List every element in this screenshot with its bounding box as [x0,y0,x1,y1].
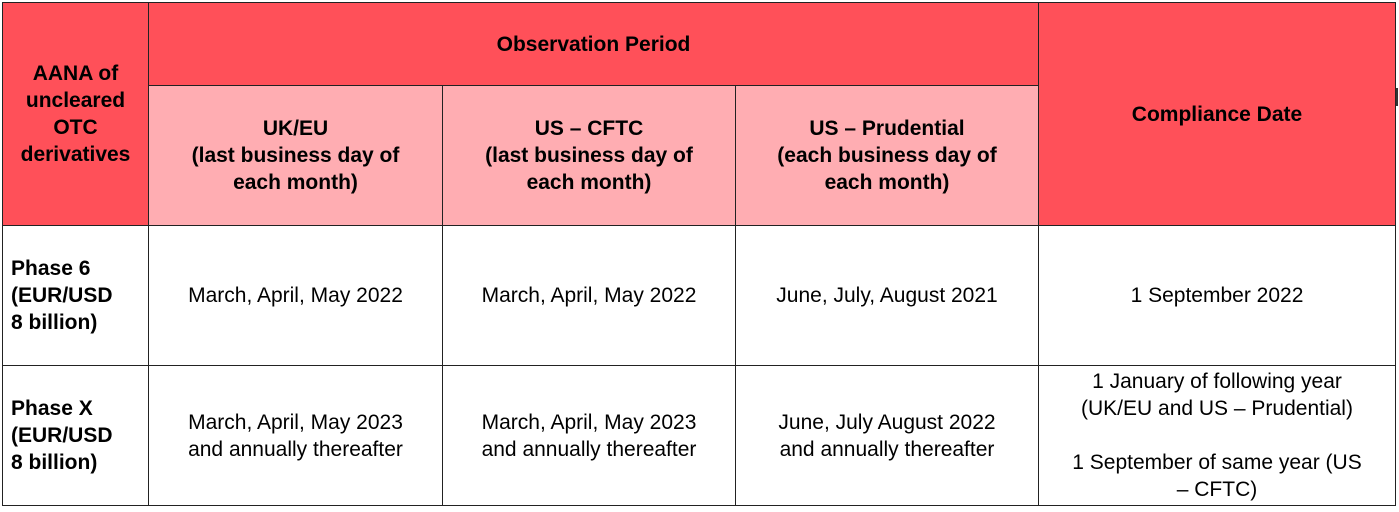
row-phase-6-label: Phase 6 (EUR/USD 8 billion) [2,226,149,366]
header-compliance-date: Compliance Date [1039,2,1396,226]
row-phase-x-label: Phase X (EUR/USD 8 billion) [2,366,149,506]
subheader-uk-eu: UK/EU (last business day of each month) [149,86,443,226]
row-phase-x-us-cftc: March, April, May 2023 and annually thereafter [443,366,736,506]
subheader-us-cftc: US – CFTC (last business day of each month) [443,86,736,226]
row-phase-x-compliance-date: 1 January of following year (UK/EU and US – Prudential) 1 September of same year (US – CFTC) [1039,366,1396,506]
aana-compliance-table [2,2,1396,506]
row-phase-x-uk-eu: March, April, May 2023 and annually thereafter [149,366,443,506]
subheader-us-prudential: US – Prudential (each business day of each month) [736,86,1039,226]
row-phase-6-uk-eu: March, April, May 2022 [149,226,443,366]
header-aana: AANA of uncleared OTC derivatives [2,2,149,226]
header-observation-period: Observation Period [149,2,1039,86]
row-phase-x-us-prudential: June, July August 2022 and annually thereafter [736,366,1039,506]
edge-marker [1396,88,1398,106]
row-phase-6-us-prudential: June, July, August 2021 [736,226,1039,366]
row-phase-6-us-cftc: March, April, May 2022 [443,226,736,366]
row-phase-6-compliance-date: 1 September 2022 [1039,226,1396,366]
